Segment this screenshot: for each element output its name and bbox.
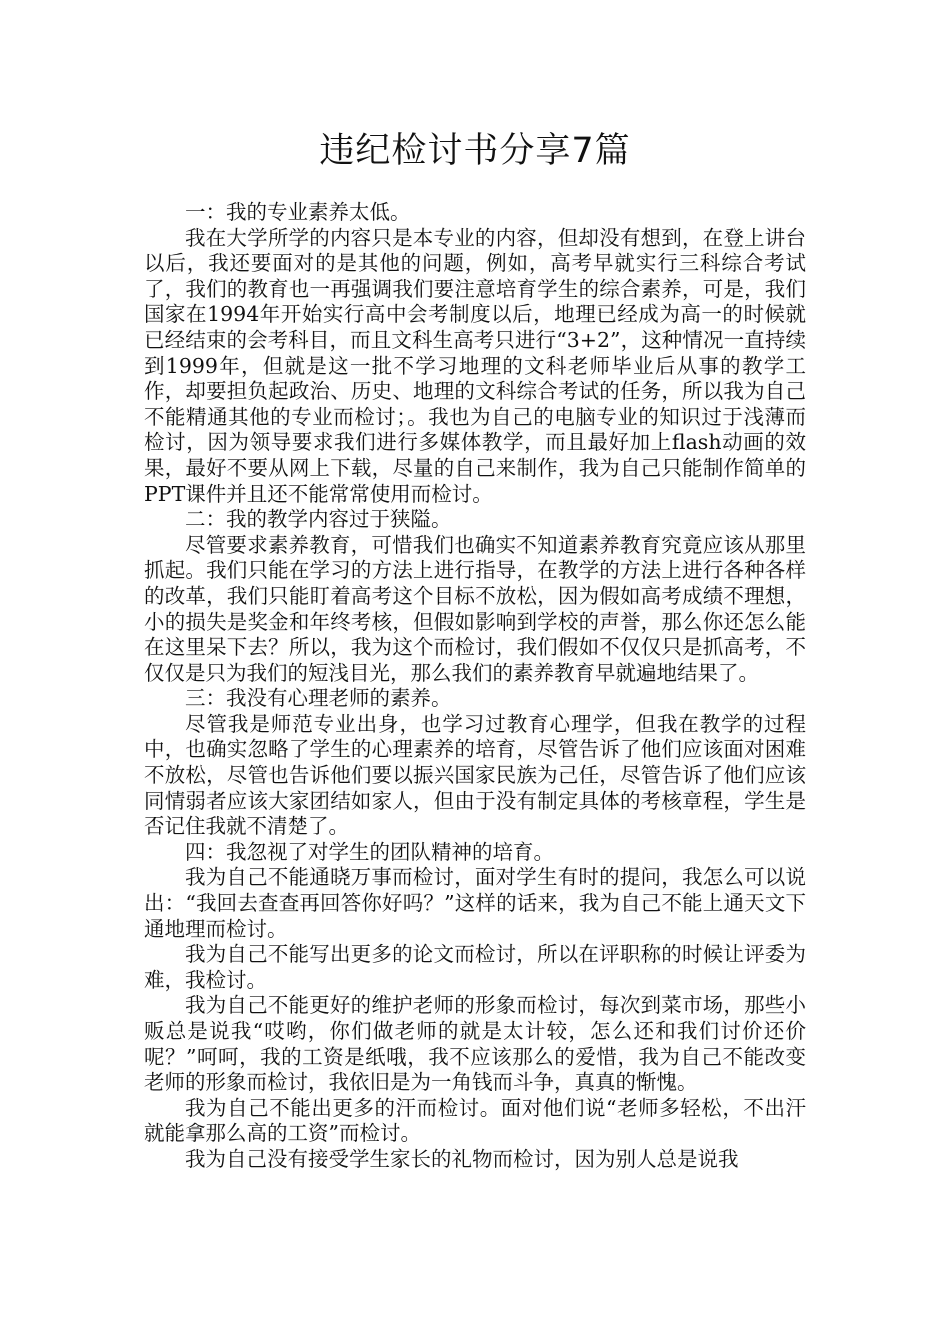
section-heading-2: 二：我的教学内容过于狭隘。: [185, 507, 452, 532]
section-heading-4: 四：我忽视了对学生的团队精神的培育。: [185, 839, 554, 864]
paragraph: 我为自己不能写出更多的论文而检讨，所以在评职称的时候让评委为难，我检讨。: [144, 942, 806, 992]
paragraph: 尽管我是师范专业出身，也学习过教育心理学，但我在教学的过程中，也确实忽略了学生的心理素养的培育，尽管告诉了他们应该面对困难不放松，尽管也告诉他们要以振兴国家民族为己任，尽管告诉了他们应该同情弱者应该大家团结如家人，但由于没有制定具体的考核章程，学生是否记住我就不清楚了。: [144, 711, 806, 839]
section-heading-1: 一：我的专业素养太低。: [185, 200, 411, 224]
paragraph: 我为自己没有接受学生家长的礼物而检讨，因为别人总是说我: [185, 1146, 739, 1171]
section-heading-3: 三：我没有心理老师的素养。: [185, 686, 452, 711]
paragraph: 我为自己不能通晓万事而检讨，面对学生有时的提问，我怎么可以说出：“我回去查查再回答你好吗？”这样的话来，我为自己不能上通天文下通地理而检讨。: [144, 865, 806, 941]
document-body: [144, 200, 806, 1173]
paragraph: 尽管要求素养教育，可惜我们也确实不知道素养教育究竟应该从那里抓起。我们只能在学习的方法上进行指导，在教学的方法上进行各种各样的改革，我们只能盯着高考这个目标不放松，因为假如高考成绩不理想，小的损失是奖金和年终考核，但假如影响到学校的声誉，那么你还怎么能在这里呆下去？所以，我为这个而检讨，我们假如不仅仅只是抓高考，不仅仅是只为我们的短浅目光，那么我们的素养教育早就遍地结果了。: [144, 532, 806, 685]
paragraph: 我为自己不能更好的维护老师的形象而检讨，每次到菜市场，那些小贩总是说我“哎哟，你们做老师的就是太计较，怎么还和我们讨价还价呢？”呵呵，我的工资是纸哦，我不应该那么的爱惜，我为自己不能改变老师的形象而检讨，我依旧是为一角钱而斗争，真真的惭愧。: [144, 993, 806, 1095]
document-title: 违纪检讨书分享7篇: [319, 131, 631, 171]
paragraph: 我为自己不能出更多的汗而检讨。面对他们说“老师多轻松，不出汗就能拿那么高的工资”而检讨。: [144, 1095, 806, 1146]
paragraph: 我在大学所学的内容只是本专业的内容，但却没有想到，在登上讲台以后，我还要面对的是其他的问题，例如，高考早就实行三科综合考试了，我们的教育也一再强调我们要注意培育学生的综合素养，可是，我们国家在1994年开始实行高中会考制度以后，地理已经成为高一的时候就已经结束的会考科目，而且文科生高考只进行“3+2”，这种情况一直持续到1999年，但就是这一批不学习地理的文科老师毕业后从事的教学工作，却要担负起政治、历史、地理的文科综合考试的任务，所以我为自己不能精通其他的专业而检讨；。我也为自己的电脑专业的知识过于浅薄而检讨，因为领导要求我们进行多媒体教学，而且最好加上flash动画的效果，最好不要从网上下载，尽量的自己来制作，我为自己只能制作简单的PPT课件并且还不能常常使用而检讨。: [144, 225, 806, 506]
